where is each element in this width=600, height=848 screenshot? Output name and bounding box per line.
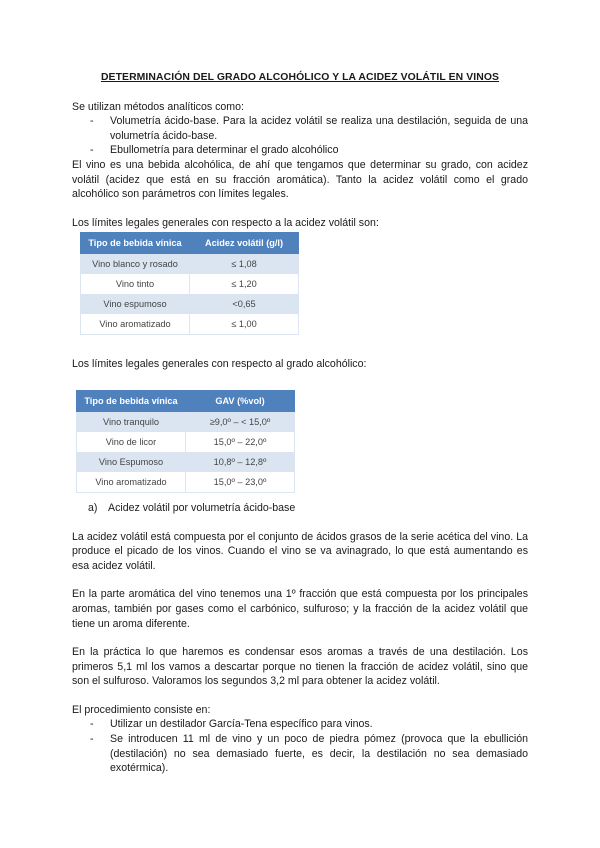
column-header: Tipo de bebida vínica	[77, 390, 186, 411]
section-a-heading	[88, 501, 528, 516]
list-item: - Volumetría ácido-base. Para la acidez volátil se realiza una destilación, seguida de una volumetría ácido-base.	[72, 114, 528, 143]
table-cell: ≤ 1,00	[190, 314, 299, 335]
grado-limits-table	[76, 390, 295, 493]
acidez-limits-lead: Los límites legales generales con respecto a la acidez volátil son:	[72, 216, 379, 229]
list-item: - Utilizar un destilador García-Tena específico para vinos.	[72, 717, 528, 732]
table-cell: 15,0º – 22,0º	[186, 432, 295, 452]
table-header-row	[77, 390, 295, 411]
table-cell: 10,8º – 12,8º	[186, 452, 295, 472]
table-row	[77, 452, 295, 472]
table-row	[81, 314, 299, 335]
list-item: - Ebullometría para determinar el grado alcohólico	[72, 143, 528, 158]
procedure-list	[72, 717, 528, 775]
table-cell: <0,65	[190, 294, 299, 314]
table-cell: 15,0º – 23,0º	[186, 472, 295, 493]
table-cell: ≥9,0º – < 15,0º	[186, 411, 295, 432]
table-row	[81, 294, 299, 314]
column-header: Tipo de bebida vínica	[81, 233, 190, 254]
grado-limits-lead: Los límites legales generales con respecto al grado alcohólico:	[72, 358, 367, 371]
intro-lead: Se utilizan métodos analíticos como:	[72, 100, 244, 113]
table-row	[77, 472, 295, 493]
table-cell: Vino espumoso	[81, 294, 190, 314]
table-cell: ≤ 1,20	[190, 274, 299, 294]
column-header: GAV (%vol)	[186, 390, 295, 411]
table-header-row	[81, 233, 299, 254]
section-a-text: Acidez volátil por volumetría ácido-base	[108, 501, 296, 514]
table-row	[77, 432, 295, 452]
section-a-label: a)	[88, 501, 98, 514]
table-cell: Vino tranquilo	[77, 411, 186, 432]
acidez-limits-table	[80, 232, 299, 335]
paragraph-2: En la parte aromática del vino tenemos una 1º fracción que está compuesta por los principales aromas, también por gases como el carbónico, sulfuroso; y la fracción de la acidez volátil que tiene un aroma diferente.	[72, 588, 528, 630]
table-cell: Vino tinto	[81, 274, 190, 294]
table-cell: Vino blanco y rosado	[81, 254, 190, 275]
procedure-lead: El procedimiento consiste en:	[72, 703, 211, 716]
table-cell: Vino Espumoso	[77, 452, 186, 472]
column-header: Acidez volátil (g/l)	[190, 233, 299, 254]
table-cell: Vino aromatizado	[77, 472, 186, 493]
paragraph-vino: El vino es una bebida alcohólica, de ahí que tengamos que determinar su grado, con acidez volátil (acidez que está en su fracción aromática). Tanto la acidez volátil como el grado alcohólico son parámetros con límites legales.	[72, 158, 528, 201]
table-row	[81, 274, 299, 294]
table-cell: Vino de licor	[77, 432, 186, 452]
table-cell: Vino aromatizado	[81, 314, 190, 335]
table-row	[81, 254, 299, 275]
paragraph-3: En la práctica lo que haremos es condensar esos aromas a través de una destilación. Los primeros 5,1 ml los vamos a descartar porque no tienen la fracción de acidez volátil, sino que son el sulfuroso. Valoramos los segundos 3,2 ml para obtener la acidez volátil.	[72, 646, 528, 688]
paragraph-1: La acidez volátil está compuesta por el conjunto de ácidos grasos de la serie acética del vino. La produce el picado de los vinos. Cuando el vino se va avinagrado, lo que está aumentando es esa acidez volátil.	[72, 530, 528, 572]
methods-list	[72, 114, 528, 158]
table-row	[77, 411, 295, 432]
list-item: - Se introducen 11 ml de vino y un poco de piedra pómez (provoca que la ebullición (destilación) no sea demasiado fuerte, es decir, la destilación no sea demasiado exotérmica).	[72, 732, 528, 776]
table-cell: ≤ 1,08	[190, 254, 299, 275]
document-title: DETERMINACIÓN DEL GRADO ALCOHÓLICO Y LA ACIDEZ VOLÁTIL EN VINOS	[100, 72, 500, 83]
document-content	[72, 71, 528, 776]
